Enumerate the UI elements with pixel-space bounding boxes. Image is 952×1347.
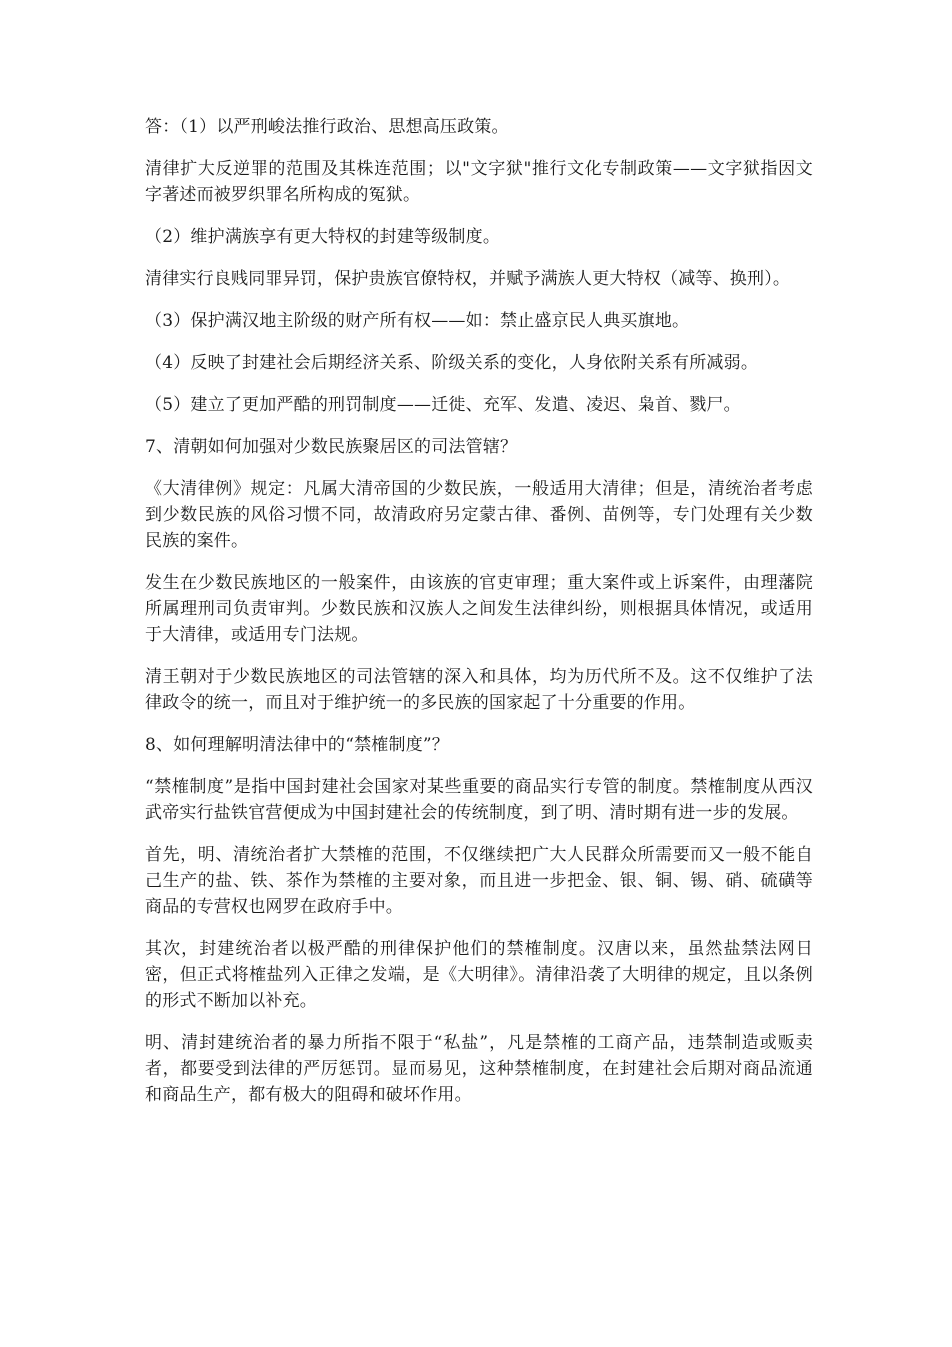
answer-line-4: （4）反映了封建社会后期经济关系、阶级关系的变化，人身依附关系有所减弱。	[145, 353, 759, 373]
paragraph-jinque-definition: “禁榷制度”是指中国封建社会国家对某些重要的商品实行专管的制度。禁榷制度从西汉武帝实行盐铁官营便成为中国封建社会的传统制度，到了明、清时期有进一步的发展。	[145, 777, 813, 823]
paragraph-wenziyu: 清律扩大反逆罪的范围及其株连范围；以"文字狱"推行文化专制政策——文字狱指因文字著述而被罗织罪名所构成的冤狱。	[145, 159, 813, 205]
paragraph-privilege: 清律实行良贱同罪异罚，保护贵族官僚特权，并赋予满族人更大特权（减等、换刑）。	[145, 269, 791, 289]
document-body	[145, 114, 813, 1124]
paragraph-jinque-law: 其次，封建统治者以极严酷的刑律保护他们的禁榷制度。汉唐以来，虽然盐禁法网日密，但正式将榷盐列入正律之发端，是《大明律》。清律沿袭了大明律的规定，且以条例的形式不断加以补充。	[145, 939, 813, 1011]
paragraph-jinque-scope: 首先，明、清统治者扩大禁榷的范围，不仅继续把广大人民群众所需要而又一般不能自己生产的盐、铁、茶作为禁榷的主要对象，而且进一步把金、银、铜、锡、硝、硫磺等商品的专营权也网罗在政府手中。	[145, 845, 813, 917]
paragraph-jurisdiction: 清王朝对于少数民族地区的司法管辖的深入和具体，均为历代所不及。这不仅维护了法律政令的统一，而且对于维护统一的多民族的国家起了十分重要的作用。	[145, 667, 813, 713]
question-7-heading: 7、清朝如何加强对少数民族聚居区的司法管辖？	[145, 437, 518, 457]
paragraph-cases: 发生在少数民族地区的一般案件，由该族的官吏审理；重大案件或上诉案件，由理藩院所属理刑司负责审判。少数民族和汉族人之间发生法律纠纷，则根据具体情况，或适用于大清律，或适用专门法规。	[145, 573, 813, 645]
answer-line-3: （3）保护满汉地主阶级的财产所有权——如：禁止盛京民人典买旗地。	[145, 311, 690, 331]
answer-line-2: （2）维护满族享有更大特权的封建等级制度。	[145, 227, 501, 247]
paragraph-daqing-lvli: 《大清律例》规定：凡属大清帝国的少数民族，一般适用大清律；但是，清统治者考虑到少数民族的风俗习惯不同，故清政府另定蒙古律、番例、苗例等，专门处理有关少数民族的案件。	[145, 479, 813, 551]
answer-line-1: 答：（1）以严刑峻法推行政治、思想高压政策。	[145, 117, 509, 137]
question-8-heading: 8、如何理解明清法律中的“禁榷制度”？	[145, 735, 449, 755]
paragraph-jinque-effect: 明、清封建统治者的暴力所指不限于“私盐”，凡是禁榷的工商产品，违禁制造或贩卖者，都要受到法律的严厉惩罚。显而易见，这种禁榷制度，在封建社会后期对商品流通和商品生产，都有极大的阻碍和破坏作用。	[145, 1033, 813, 1105]
answer-line-5: （5）建立了更加严酷的刑罚制度——迁徙、充军、发遣、凌迟、枭首、戮尸。	[145, 395, 741, 415]
